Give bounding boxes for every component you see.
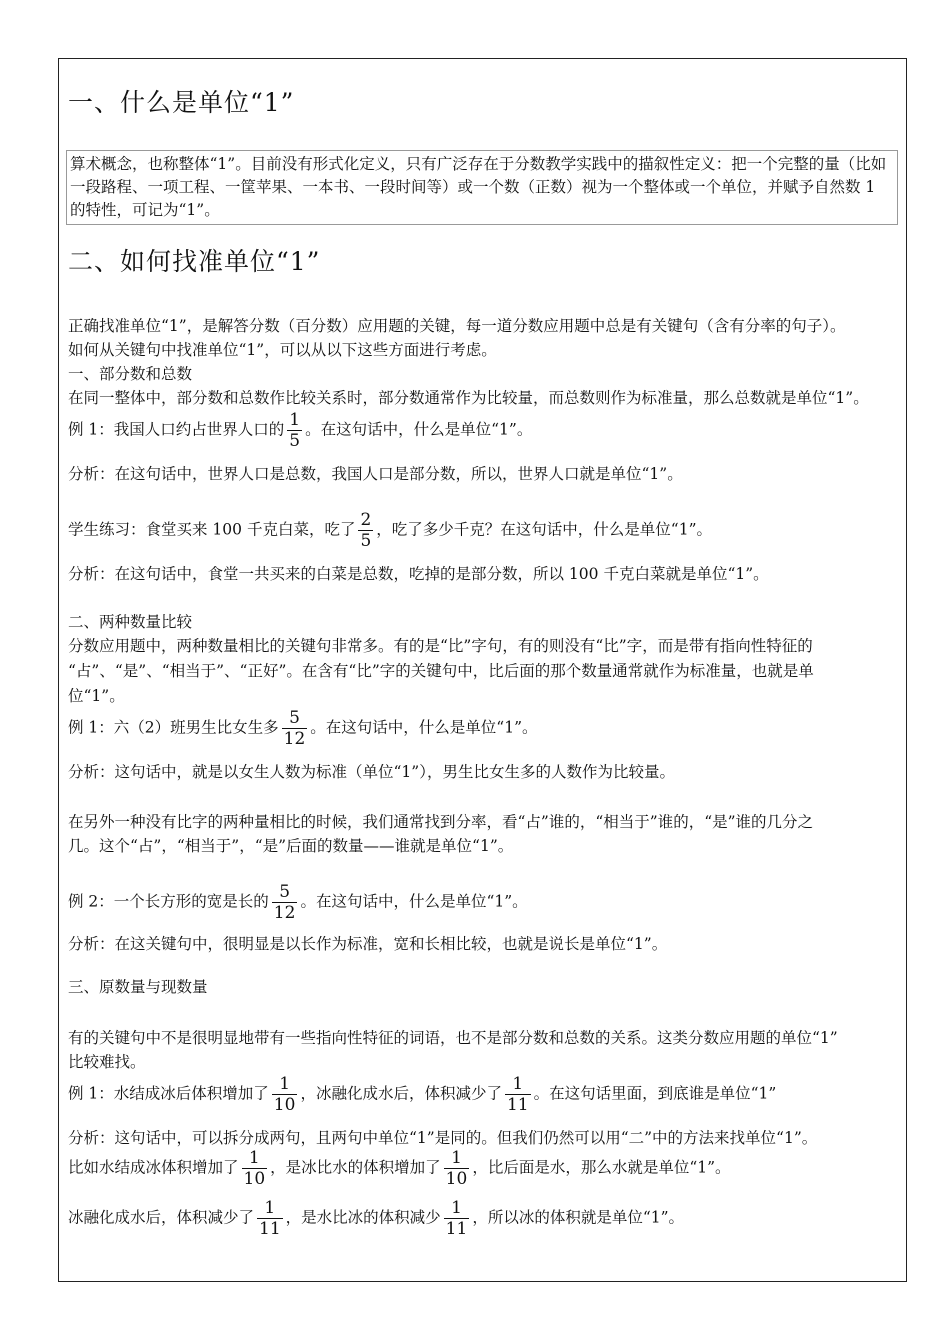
definition-box: 算术概念，也称整体“1”。目前没有形式化定义，只有广泛存在于分数教学实践中的描叙性定义：把一个完整的量（比如一段路程、一项工程、一筐苹果、一本书、一段时间等）或一个数（正数）视为一个整体或一个单位，并赋予自然数 1 的特性，可记为“1”。 [66,150,898,225]
fraction [358,510,373,551]
example-text: 。在这句话里面，到底谁是单位“1” [533,1084,777,1103]
numerator: 1 [444,1198,470,1219]
fraction [272,1074,298,1115]
fraction [282,708,308,749]
part3-analysis-1: 分析：这句话中，可以拆分成两句，且两句中单位“1”是同的。但我们仍然可以用“二”中的方法来找单位“1”。 [68,1129,818,1147]
denominator: 11 [445,1219,468,1239]
example-text: 。在这句话中，什么是单位“1”。 [300,892,528,911]
part3-text-1: 有的关键句中不是很明显地带有一些指向性特征的词语，也不是部分数和总数的关系。这类分数应用题的单位“1” [68,1029,838,1047]
denominator: 10 [445,1169,468,1189]
example-text: ，冰融化成水后，体积减少了 [300,1084,502,1103]
fraction [287,410,302,451]
part2-other-2: 几。这个“占”，“相当于”，“是”后面的数量——谁就是单位“1”。 [68,837,514,855]
part1-title: 一、部分数和总数 [68,365,193,383]
fraction [444,1198,470,1239]
denominator: 12 [283,729,306,749]
fraction [272,882,298,923]
part2-example-2-analysis: 分析：在这关键句中，很明显是以长作为标准，宽和长相比较，也就是说长是单位“1”。 [68,935,668,953]
analysis-text: ，比后面是水，那么水就是单位“1”。 [472,1158,731,1177]
part2-other-1: 在另外一种没有比字的两种量相比的时候，我们通常找到分率，看“占”谁的，“相当于”谁的，“是”谁的几分之 [68,813,814,831]
fraction [505,1074,531,1115]
practice-text: ，吃了多少千克？在这句话中，什么是单位“1”。 [376,520,712,539]
numerator: 2 [360,510,372,530]
part3-text-2: 比较难找。 [68,1053,146,1071]
numerator: 1 [444,1148,470,1169]
numerator: 1 [289,410,301,430]
denominator: 10 [243,1169,266,1189]
denominator: 12 [273,903,296,923]
numerator: 1 [257,1198,283,1219]
example-text: 例 1：我国人口约占世界人口的 [68,420,285,439]
analysis-text: ，是冰比水的体积增加了 [270,1158,441,1177]
part2-title: 二、两种数量比较 [68,613,193,631]
denominator: 10 [273,1095,296,1115]
practice [68,510,712,551]
part2-text-1: 分数应用题中，两种数量相比的关键句非常多。有的是“比”字句，有的则没有“比”字，而是带有指向性特征的 [68,637,813,655]
example-text: 例 1：水结成冰后体积增加了 [68,1084,269,1103]
part3-title: 三、原数量与现数量 [68,978,208,996]
part2-example-1-analysis: 分析：这句话中，就是以女生人数为标准（单位“1”），男生比女生多的人数作为比较量。 [68,763,675,781]
heading-what-is-unit-one: 一、什么是单位“1” [68,88,295,117]
denominator: 5 [289,431,301,451]
part2-example-1 [68,708,538,749]
part1-text: 在同一整体中，部分数和总数作比较关系时，部分数通常作为比较量，而总数则作为标准量，那么总数就是单位“1”。 [68,389,869,407]
analysis-text: ，所以冰的体积就是单位“1”。 [472,1208,685,1227]
practice-analysis: 分析：在这句话中，食堂一共买来的白菜是总数，吃掉的是部分数，所以 100 千克白菜就是单位“1”。 [68,565,769,583]
numerator: 5 [272,882,298,903]
intro-line-1: 正确找准单位“1”，是解答分数（百分数）应用题的关键，每一道分数应用题中总是有关键句（含有分率的句子）。 [68,317,846,335]
heading-how-to-find-unit-one: 二、如何找准单位“1” [68,247,321,276]
part2-text-3: 位“1”。 [68,687,125,705]
denominator: 5 [360,531,372,551]
example-text: 。在这句话中，什么是单位“1”。 [305,420,533,439]
analysis-text: ，是水比冰的体积减少 [285,1208,441,1227]
part3-example-1 [68,1074,776,1115]
example-text: 例 2：一个长方形的宽是长的 [68,892,269,911]
intro-line-2: 如何从关键句中找准单位“1”，可以从以下这些方面进行考虑。 [68,341,497,359]
numerator: 5 [282,708,308,729]
numerator: 1 [272,1074,298,1095]
denominator: 11 [506,1095,529,1115]
numerator: 1 [242,1148,268,1169]
part1-example-1-analysis: 分析：在这句话中，世界人口是总数，我国人口是部分数，所以，世界人口就是单位“1”。 [68,465,683,483]
part1-example-1 [68,410,532,451]
fraction [444,1148,470,1189]
part3-analysis-2 [68,1148,731,1189]
part2-example-2 [68,882,528,923]
analysis-text: 比如水结成冰体积增加了 [68,1158,239,1177]
denominator: 11 [259,1219,281,1239]
example-text: 例 1：六（2）班男生比女生多 [68,718,279,737]
part3-analysis-3 [68,1198,684,1239]
analysis-text: 冰融化成水后，体积减少了 [68,1208,255,1227]
numerator: 1 [505,1074,531,1095]
fraction [257,1198,283,1239]
part2-text-2: “占”、“是”、“相当于”、“正好”。在含有“比”字的关键句中，比后面的那个数量通常就作为标准量，也就是单 [68,662,814,680]
fraction [242,1148,268,1189]
example-text: 。在这句话中，什么是单位“1”。 [310,718,538,737]
practice-text: 学生练习：食堂买来 100 千克白菜，吃了 [68,520,356,539]
